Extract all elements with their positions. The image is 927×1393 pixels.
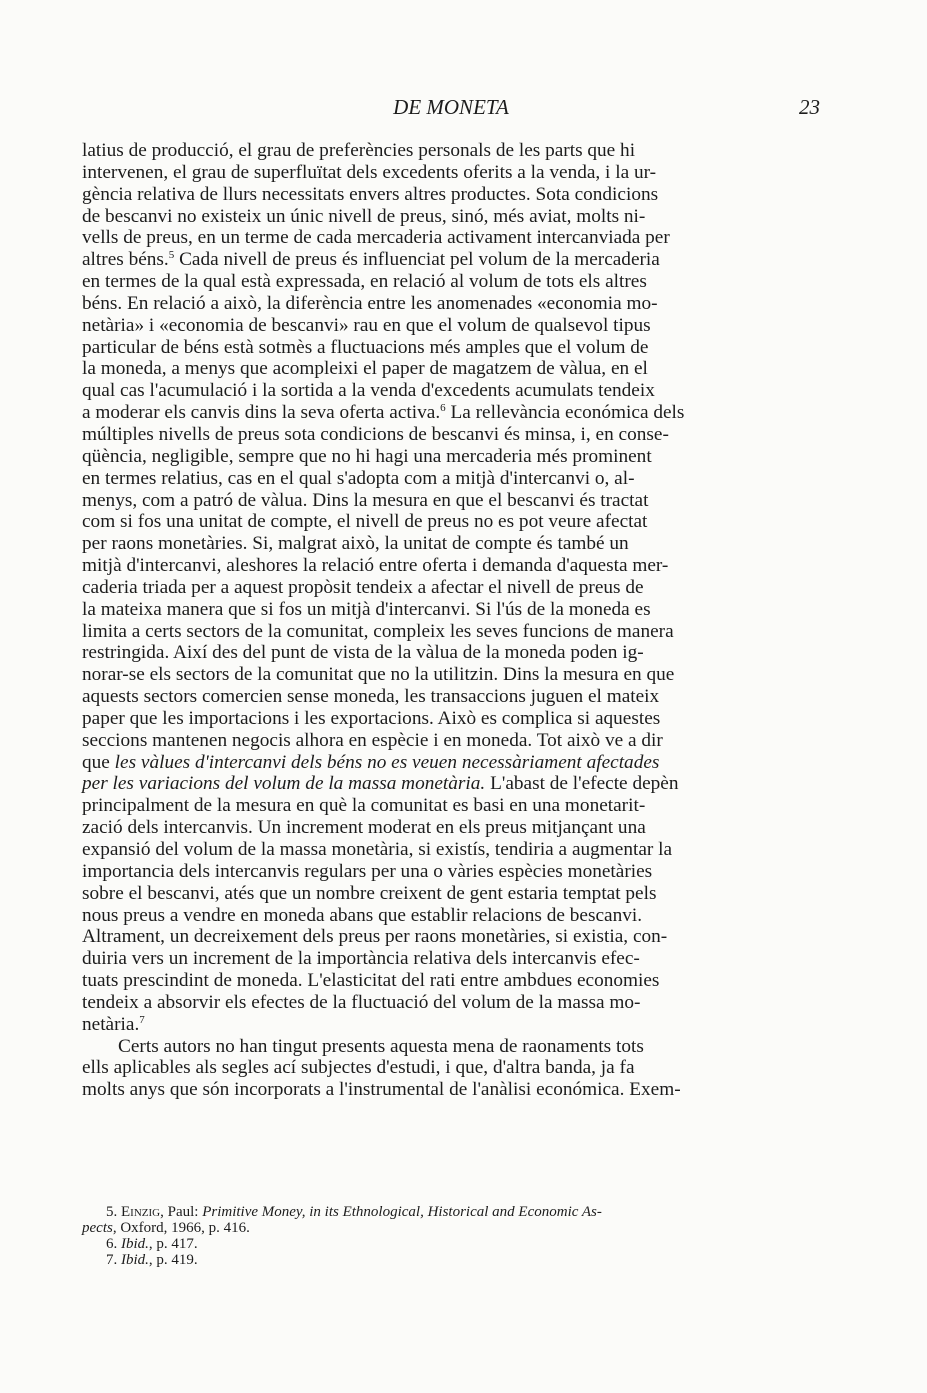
- footnote-text: , Oxford, 1966, p. 416.: [112, 1220, 250, 1236]
- text-segment: netària.: [82, 1013, 140, 1035]
- body-text: [82, 140, 820, 1101]
- text-line: duiria vers un increment de la importància relativa dels intercanvis efec-: [82, 948, 640, 970]
- text-line: [82, 249, 820, 271]
- text-line: de bescanvi no existeix un únic nivell de preus, sinó, més aviat, molts ni-: [82, 205, 646, 227]
- text-line: menys, com a patró de vàlua. Dins la mesura en que el bescanvi és tractat: [82, 489, 649, 511]
- footnotes: [82, 1204, 820, 1268]
- footnote-6: [82, 1236, 820, 1252]
- text-line: [82, 752, 820, 774]
- text-line: [82, 402, 820, 424]
- text-line: seccions mantenen negocis alhora en espècie i en moneda. Tot això ve a dir: [82, 729, 663, 751]
- text-line: qual cas l'acumulació i la sortida a la venda d'excedents acumulats tendeix: [82, 380, 655, 402]
- text-line: per raons monetàries. Si, malgrat això, la unitat de compte és també un: [82, 533, 629, 555]
- text-line: aquests sectors comercien sense moneda, les transaccions juguen el mateix: [82, 686, 660, 708]
- text-line: restringida. Així des del punt de vista de la vàlua de la moneda poden ig-: [82, 642, 644, 664]
- footnote-title: pects: [82, 1220, 113, 1236]
- text-segment: a moderar els canvis dins la seva oferta activa.: [82, 402, 441, 424]
- footnote-5: [82, 1204, 820, 1220]
- footnote-text: , Paul:: [160, 1204, 203, 1220]
- footnote-5-cont: [82, 1220, 820, 1236]
- text-line: vells de preus, en un terme de cada mercaderia activament intercanviada per: [82, 227, 670, 249]
- text-line: en termes relatius, cas en el qual s'adopta com a mitjà d'intercanvi o, al-: [82, 467, 635, 489]
- footnote-7: [82, 1252, 820, 1268]
- text-line: [82, 773, 820, 795]
- text-line: en termes de la qual està expressada, en relació al volum de tots els altres: [82, 271, 647, 293]
- text-line: mitjà d'intercanvi, aleshores la relació entre oferta i demanda d'aquesta mer-: [82, 555, 669, 577]
- running-head: [82, 95, 820, 127]
- footnote-ref: 6: [440, 402, 446, 415]
- text-line: Altrament, un decreixement dels preus per raons monetàries, si existia, con-: [82, 926, 668, 948]
- text-line: netària» i «economia de bescanvi» rau en que el volum de qualsevol tipus: [82, 314, 651, 336]
- text-line: norar-se els sectors de la comunitat que no la utilitzin. Dins la mesura en que: [82, 664, 675, 686]
- text-line: zació dels intercanvis. Un increment moderat en els preus mitjançant una: [82, 817, 646, 839]
- text-segment: altres béns.: [82, 249, 169, 271]
- text-line: la mateixa manera que si fos un mitjà d'intercanvi. Si l'ús de la moneda es: [82, 598, 651, 620]
- text-line: ells aplicables als segles ací subjectes d'estudi, i que, d'altra banda, ja fa: [82, 1057, 635, 1079]
- footnote-title: Primitive Money, in its Ethnological, Historical and Economic As-: [202, 1204, 602, 1220]
- text-line: sobre el bescanvi, atés que un nombre creixent de gent estaria temptat pels: [82, 882, 657, 904]
- text-line: nous preus a vendre en moneda abans que establir relacions de bescanvi.: [82, 904, 643, 926]
- text-line: tuats prescindint de moneda. L'elasticitat del rati entre ambdues economies: [82, 970, 660, 992]
- text-line: importancia dels intercanvis regulars per una o vàries espècies monetàries: [82, 860, 653, 882]
- footnote-author: Einzig: [121, 1204, 161, 1220]
- footnote-ref: 7: [139, 1013, 145, 1026]
- text-line: com si fos una unitat de compte, el nivell de preus no es pot veure afectat: [82, 511, 648, 533]
- italic-emphasis: les vàlues d'intercanvi dels béns no es veuen necessàriament afectades: [114, 751, 660, 773]
- text-segment: que: [82, 751, 115, 773]
- text-line: [82, 1014, 820, 1036]
- text-segment: L'abast de l'efecte depèn: [485, 773, 679, 795]
- footnote-text: , p. 417.: [148, 1236, 198, 1252]
- text-line: limita a certs sectors de la comunitat, compleix les seves funcions de manera: [82, 620, 674, 642]
- running-title: DE MONETA: [393, 95, 509, 119]
- text-line: molts anys que són incorporats a l'instrumental de l'anàlisi económica. Exem-: [82, 1079, 681, 1101]
- footnote-ibid: Ibid.: [121, 1252, 149, 1268]
- text-line: principalment de la mesura en què la comunitat es basi en una monetarit-: [82, 795, 646, 817]
- footnote-number: 5.: [106, 1204, 118, 1220]
- text-line: intervenen, el grau de superfluïtat dels excedents oferits a la venda, i la ur-: [82, 161, 657, 183]
- page-number: 23: [799, 95, 820, 119]
- text-line: latius de producció, el grau de preferències personals de les parts que hi: [82, 140, 636, 161]
- text-line: caderia triada per a aquest propòsit tendeix a afectar el nivell de preus de: [82, 576, 644, 598]
- text-line: gència relativa de llurs necessitats envers altres productes. Sota condicions: [82, 183, 659, 205]
- text-segment: Cada nivell de preus és influenciat pel volum de la mercaderia: [174, 249, 660, 271]
- text-line: Certs autors no han tingut presents aquesta mena de raonaments tots: [118, 1035, 644, 1057]
- text-line: qüència, negligible, sempre que no hi hagi una mercaderia més prominent: [82, 445, 652, 467]
- footnote-number: 6.: [106, 1236, 118, 1252]
- text-line: particular de béns està sotmès a fluctuacions més amples que el volum de: [82, 336, 649, 358]
- text-segment: La rellevància económica dels: [445, 402, 685, 424]
- text-line: béns. En relació a això, la diferència entre les anomenades «economia mo-: [82, 292, 658, 314]
- footnote-ibid: Ibid.: [121, 1236, 149, 1252]
- text-line: expansió del volum de la massa monetària, si existís, tendiria a augmentar la: [82, 839, 673, 860]
- footnote-text: , p. 419.: [148, 1252, 198, 1268]
- text-line: múltiples nivells de preus sota condicions de bescanvi és minsa, i, en conse-: [82, 423, 669, 445]
- footnote-number: 7.: [106, 1252, 118, 1268]
- text-line: la moneda, a menys que acompleixi el paper de magatzem de vàlua, en el: [82, 358, 648, 380]
- italic-emphasis: per les variacions del volum de la massa monetària.: [82, 773, 486, 795]
- footnote-ref: 5: [168, 249, 175, 262]
- text-line: paper que les importacions i les exportacions. Això es complica si aquestes: [82, 707, 661, 729]
- text-line: tendeix a absorvir els efectes de la fluctuació del volum de la massa mo-: [82, 991, 641, 1013]
